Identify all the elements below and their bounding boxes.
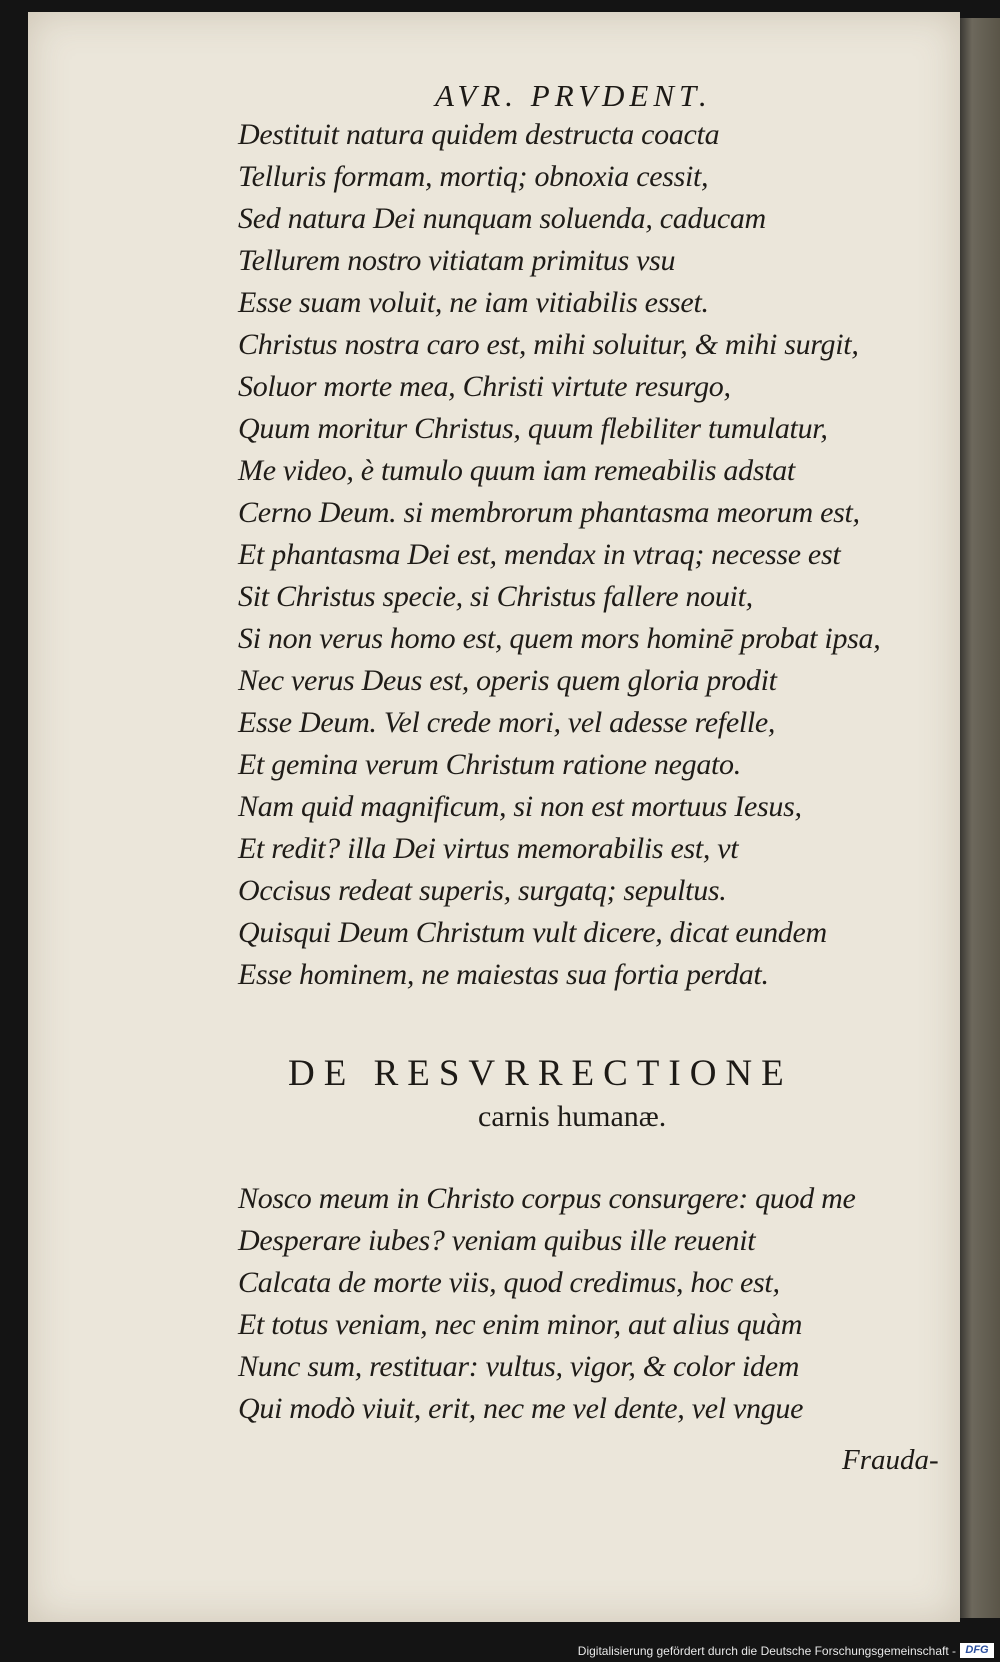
verse-line: Si non verus homo est, quem mors hominē probat ipsa,: [238, 622, 881, 655]
verse-line: Esse hominem, ne maiestas sua fortia perdat.: [238, 958, 769, 991]
verse-line: Sit Christus specie, si Christus fallere nouit,: [238, 580, 753, 613]
verse-line: Et phantasma Dei est, mendax in vtraq; necesse est: [238, 538, 841, 571]
verse-line: Nam quid magnificum, si non est mortuus Iesus,: [238, 790, 802, 823]
verse-line: Nec verus Deus est, operis quem gloria prodit: [238, 664, 777, 697]
section-heading: DE RESVRRECTIONE: [288, 1053, 793, 1094]
verse-line: Sed natura Dei nunquam soluenda, caducam: [238, 202, 766, 235]
catchword: Frauda-: [842, 1444, 939, 1476]
verse-line: Cerno Deum. si membrorum phantasma meorum est,: [238, 496, 860, 529]
verse-line: Nunc sum, restituar: vultus, vigor, & color idem: [238, 1350, 800, 1383]
verse-line: Destituit natura quidem destructa coacta: [238, 118, 720, 151]
verse-line: Esse Deum. Vel crede mori, vel adesse refelle,: [238, 706, 776, 739]
dfg-logo-icon: DFG: [960, 1643, 994, 1658]
verse-line: Nosco meum in Christo corpus consurgere: quod me: [238, 1182, 856, 1215]
verse-line: Calcata de morte viis, quod credimus, hoc est,: [238, 1266, 780, 1299]
running-head: AVR. PRVDENT.: [435, 78, 712, 113]
verse-line: Esse suam voluit, ne iam vitiabilis esset.: [238, 286, 709, 319]
verse-line: Christus nostra caro est, mihi soluitur, & mihi surgit,: [238, 328, 859, 361]
verse-line: Et gemina verum Christum ratione negato.: [238, 748, 741, 781]
verse-line: Occisus redeat superis, surgatq; sepultus.: [238, 874, 727, 907]
verse-line: Qui modò viuit, erit, nec me vel dente, vel vngue: [238, 1392, 804, 1425]
verse-line: Tellurem nostro vitiatam primitus vsu: [238, 244, 676, 277]
verse-line: Me video, è tumulo quum iam remeabilis adstat: [238, 454, 795, 487]
adjacent-page-edge: [960, 18, 1000, 1618]
verse-line: Et redit? illa Dei virtus memorabilis est, vt: [238, 832, 739, 865]
verse-line: Et totus veniam, nec enim minor, aut alius quàm: [238, 1308, 803, 1341]
verse-line: Soluor morte mea, Christi virtute resurgo,: [238, 370, 731, 403]
verse-line: Quum moritur Christus, quum flebiliter tumulatur,: [238, 412, 828, 445]
section-subheading: carnis humanæ.: [478, 1100, 667, 1133]
digitization-credit: Digitalisierung gefördert durch die Deutsche Forschungsgemeinschaft -: [577, 1644, 956, 1658]
verse-line: Telluris formam, mortiq; obnoxia cessit,: [238, 160, 709, 193]
verse-line: Quisqui Deum Christum vult dicere, dicat eundem: [238, 916, 827, 949]
verse-line: Desperare iubes? veniam quibus ille reuenit: [238, 1224, 756, 1257]
